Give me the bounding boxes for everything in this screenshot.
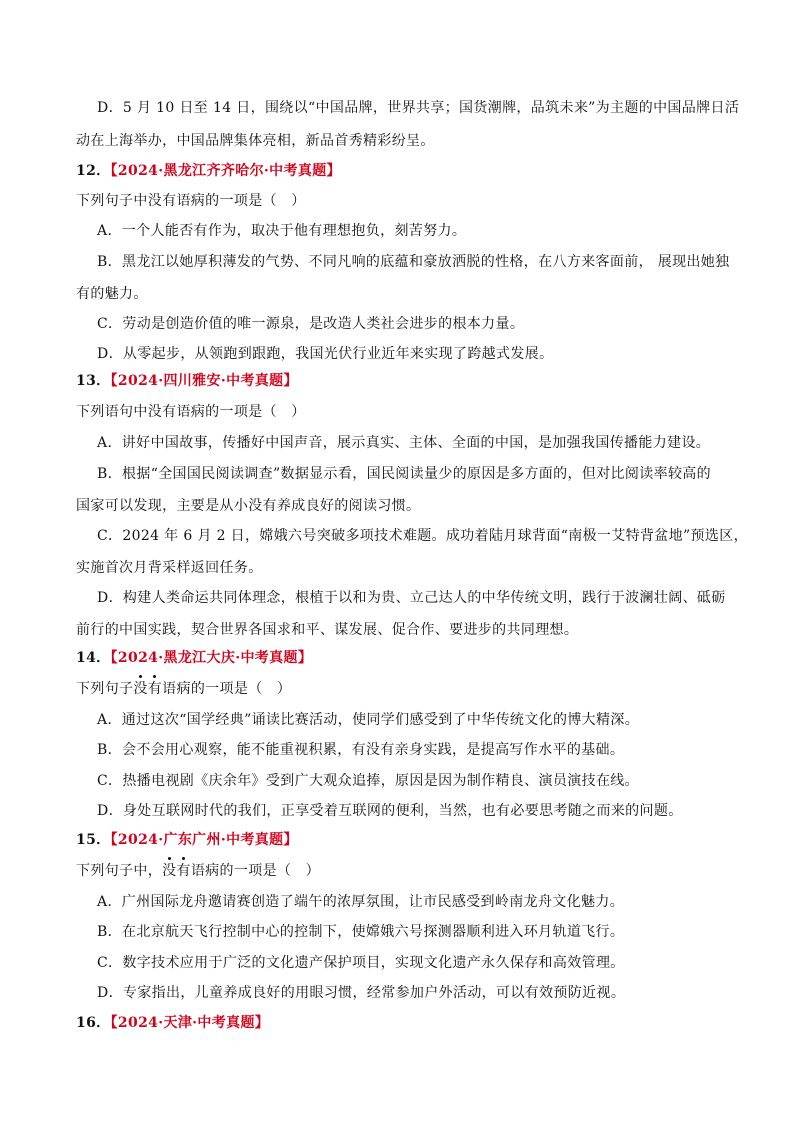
source-tag: 【2024·黑龙江齐齐哈尔·中考真题】 [110, 163, 341, 179]
option-d-line2: 前行的中国实践，契合世界各国求和平、谋发展、促合作、要进步的共同理想。 [76, 622, 579, 638]
source-tag: 【2024·广东广州·中考真题】 [110, 832, 298, 848]
emphasis-char: 有 [176, 863, 191, 879]
option-c-line2: 实施首次月背采样返回任务。 [76, 560, 263, 576]
option-d: D．从零起步，从领跑到跟跑，我国光伏行业近年来实现了跨越式发展。 [97, 346, 554, 362]
emphasis-char: 没 [162, 863, 177, 879]
source-tag: 【2024·黑龙江大庆·中考真题】 [110, 650, 313, 666]
emphasis-char: 没 [133, 681, 148, 697]
source-tag: 【2024·天津·中考真题】 [110, 1015, 270, 1031]
question-heading-16 [76, 1013, 269, 1033]
option-c: C．热播电视剧《庆余年》受到广大观众追捧，原因是因为制作精良、演员演技在线。 [97, 773, 640, 789]
question-heading-14 [76, 648, 312, 668]
option-c: C．劳动是创造价值的唯一源泉，是改造人类社会进步的根本力量。 [97, 316, 525, 332]
option-a: A．广州国际龙舟邀请赛创造了端午的浓厚氛围，让市民感受到岭南龙舟文化魅力。 [97, 894, 625, 910]
emphasis-char: 有 [147, 681, 163, 697]
option-b: B．会不会用心观察，能不能重视积累，有没有亲身实践，是提高写作水平的基础。 [97, 742, 625, 758]
question-stem: 下列句子中没有语病的一项是（ ） [76, 193, 306, 209]
option-b: B．在北京航天飞行控制中心的控制下，使嫦娥六号探测器顺利进入环月轨道飞行。 [97, 924, 625, 940]
option-b-line2: 有的魅力。 [76, 286, 148, 302]
option-d-line1: D．构建人类命运共同体理念，根植于以和为贵、立己达人的中华传统文明，践行于波澜壮阔、砥砺 [97, 590, 726, 606]
question-number: 16． [76, 1015, 111, 1031]
stem-text: 下列句子中， [76, 863, 163, 879]
option-d-line1: D．5 月 10 日至 14 日，围绕以“中国品牌，世界共享；国货潮牌，品筑未来”为主题的中国品牌日活 [97, 100, 740, 116]
question-stem: 下列语句中没有语病的一项是（ ） [76, 404, 306, 420]
stem-text: 语病的一项是（ ） [162, 681, 292, 697]
option-b-line1: B．黑龙江以她厚积薄发的气势、不同凡响的底蕴和豪放洒脱的性格，在八方来客面前， 展现出她独 [97, 254, 730, 270]
option-a: A．通过这次“国学经典”诵读比赛活动，使同学们感受到了中华传统文化的博大精深。 [97, 712, 640, 728]
option-a: A．讲好中国故事，传播好中国声音，展示真实、主体、全面的中国，是加强我国传播能力建设。 [97, 435, 711, 451]
option-c: C．数字技术应用于广泛的文化遗产保护项目，实现文化遗产永久保存和高效管理。 [97, 955, 625, 971]
option-b-line1: B．根据“全国国民阅读调查”数据显示看，国民阅读量少的原因是多方面的，但对比阅读率较高的 [97, 466, 711, 482]
question-stem [76, 861, 320, 881]
question-heading-15 [76, 830, 298, 850]
option-a: A．一个人能否有作为，取决于他有理想抱负，刻苦努力。 [97, 223, 467, 239]
question-number: 13． [76, 373, 111, 389]
option-d-line2: 动在上海举办，中国品牌集体亮相，新品首秀精彩纷呈。 [76, 133, 435, 149]
source-tag: 【2024·四川雅安·中考真题】 [110, 373, 298, 389]
question-heading-13 [76, 371, 298, 391]
option-c-line1: C．2024 年 6 月 2 日，嫦娥六号突破多项技术难题。成功着陆月球背面“南极一艾特背盆地”预选区， [97, 528, 748, 544]
question-number: 14． [76, 650, 111, 666]
question-heading-12 [76, 161, 341, 181]
option-d: D．专家指出，儿童养成良好的用眼习惯，经常参加户外活动，可以有效预防近视。 [97, 985, 626, 1001]
question-number: 12． [76, 163, 111, 179]
stem-text: 语病的一项是（ ） [190, 863, 320, 879]
option-d: D．身处互联网时代的我们，正享受着互联网的便利，当然，也有必要思考随之而来的问题。 [97, 803, 683, 819]
stem-text: 下列句子 [76, 681, 134, 697]
question-number: 15． [76, 832, 111, 848]
option-b-line2: 国家可以发现，主要是从小没有养成良好的阅读习惯。 [76, 498, 421, 514]
question-stem [76, 679, 291, 699]
